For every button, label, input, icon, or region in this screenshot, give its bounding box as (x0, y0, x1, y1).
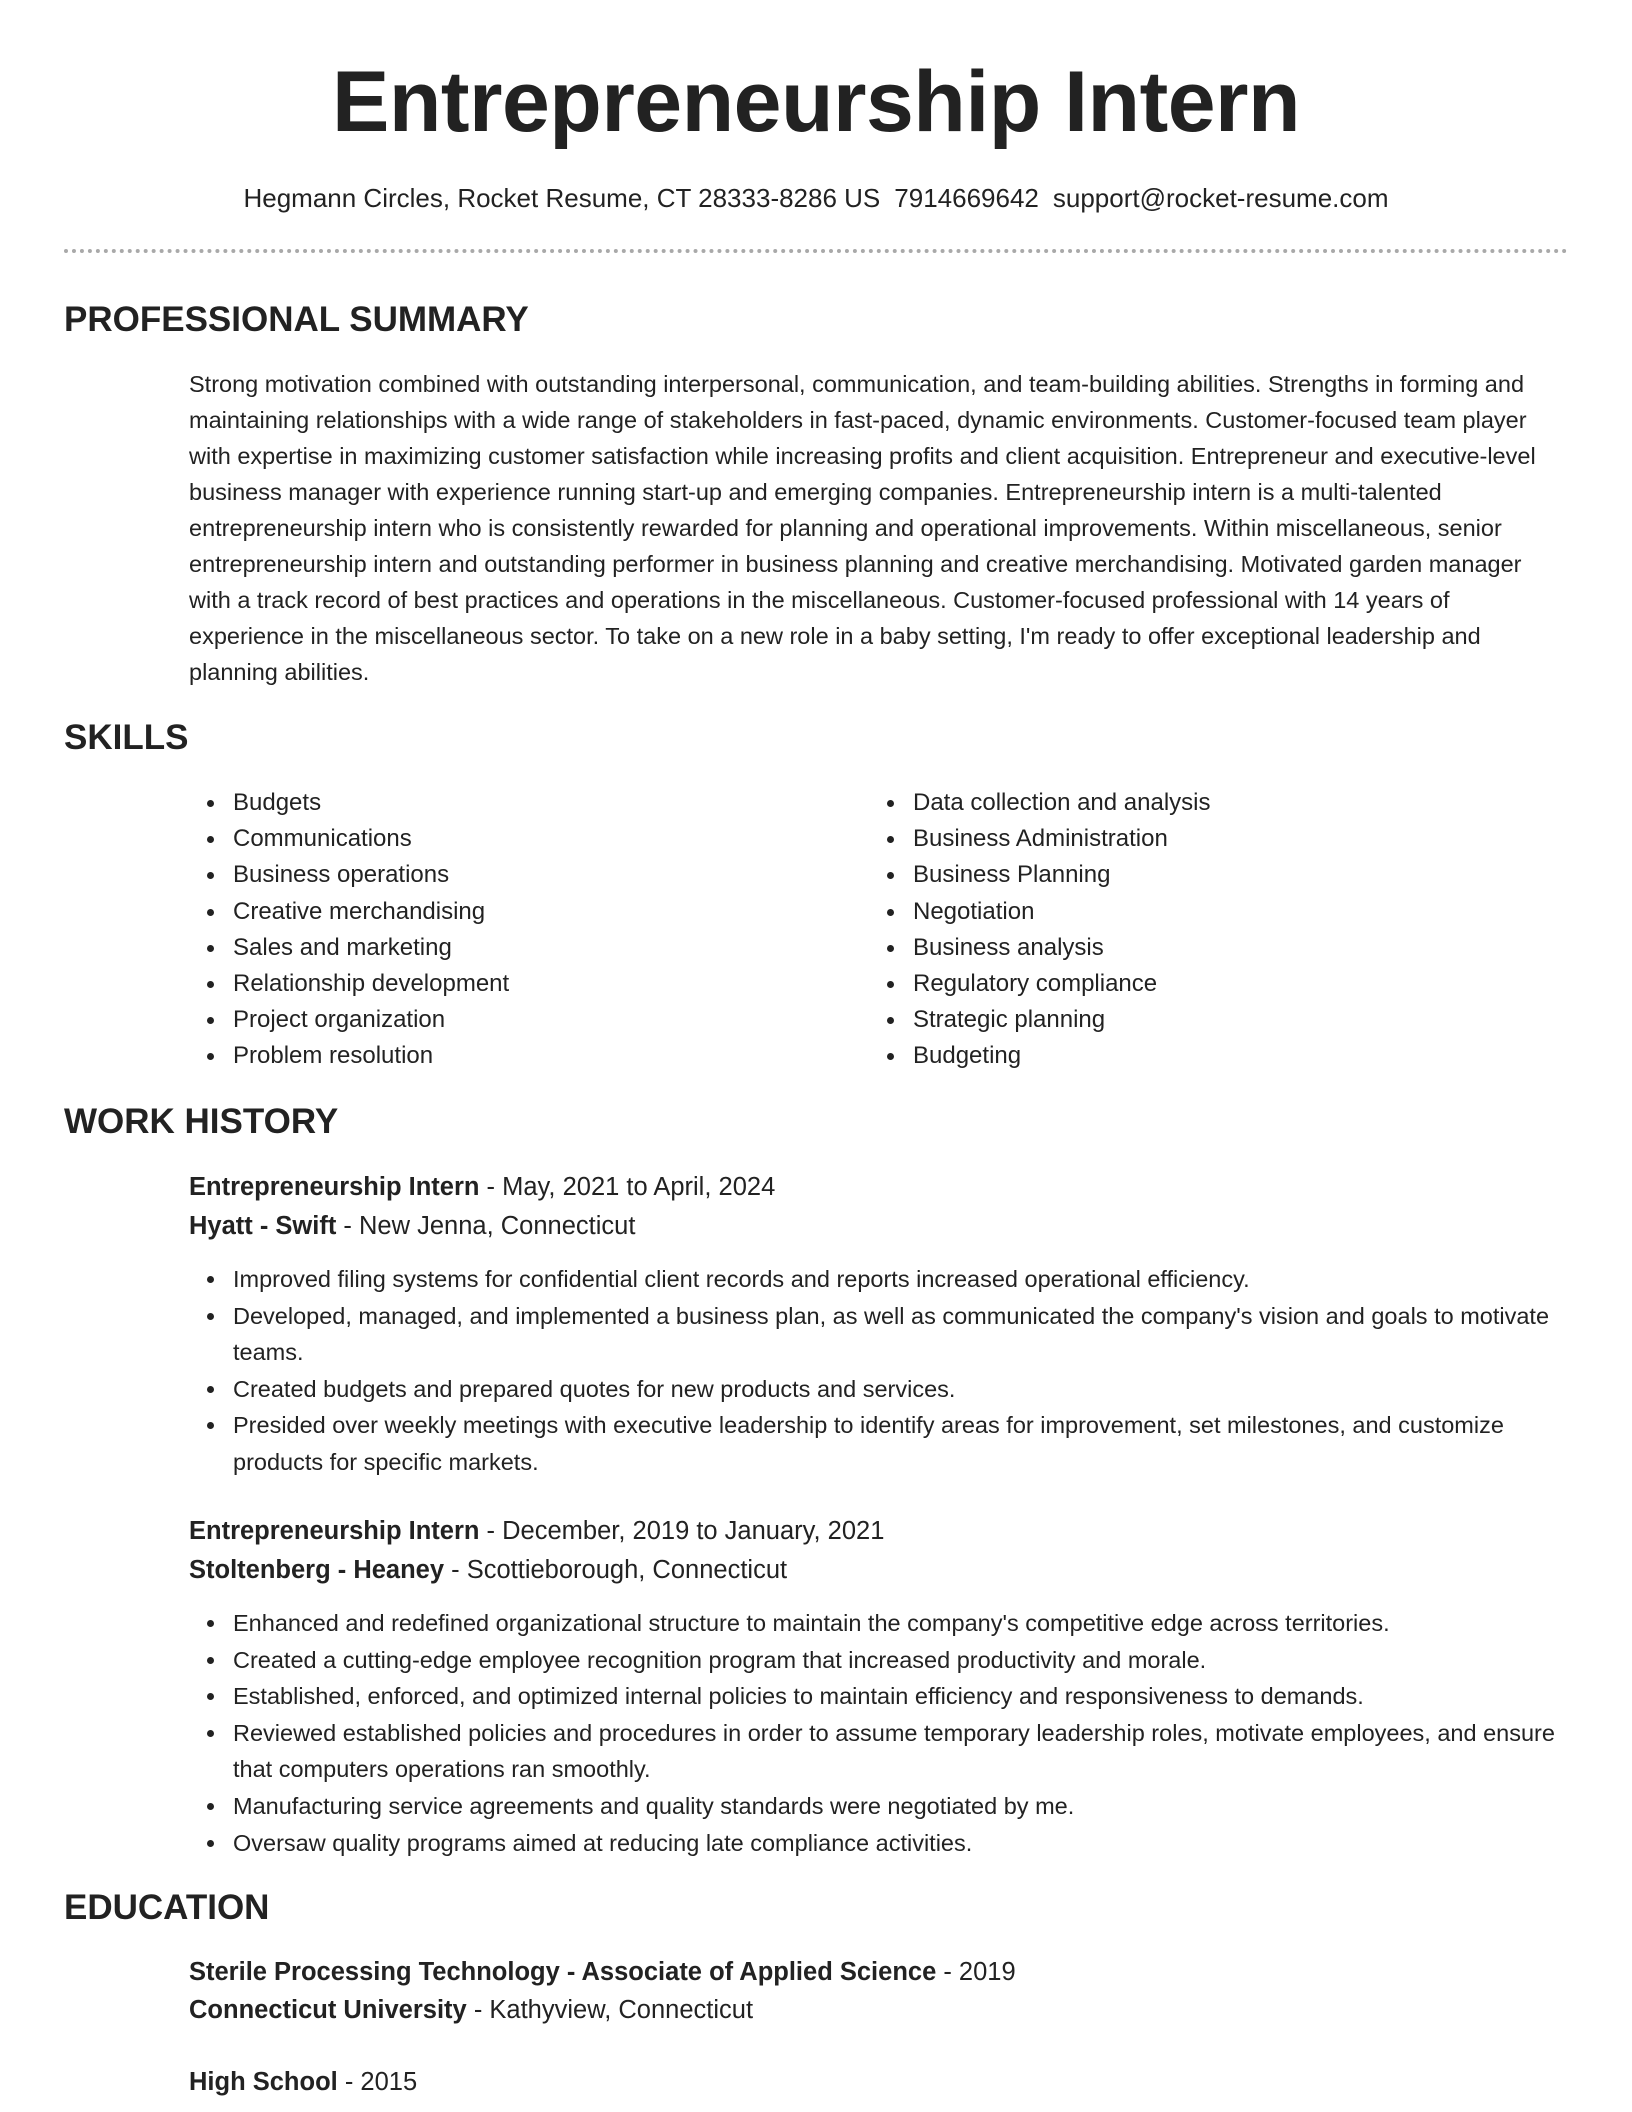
job-bullet: Presided over weekly meetings with executive leadership to identify areas for improvement, set milestones, and customize products for specific markets. (189, 1407, 1569, 1480)
education-location: - Kathyview, Connecticut (466, 1996, 754, 2024)
job-bullet: Reviewed established policies and procedures in order to assume temporary leadership roles, motivate employees, and ensure that computers operations ran smoothly. (189, 1715, 1569, 1788)
skill-item: Budgets (189, 785, 509, 821)
skill-item: Data collection and analysis (869, 785, 1211, 821)
job-bullet: Established, enforced, and optimized internal policies to maintain efficiency and responsiveness to demands. (189, 1678, 1569, 1715)
skill-item: Communications (189, 821, 509, 857)
candidate-name: Entrepreneurship Intern (331, 54, 1301, 150)
job-title-line (189, 1169, 775, 1205)
skill-item: Creative merchandising (189, 894, 509, 930)
skill-item: Strategic planning (869, 1002, 1211, 1038)
skill-item: Business Administration (869, 821, 1211, 857)
contact-phone: 7914669642 (894, 183, 1039, 213)
job-bullet: Developed, managed, and implemented a business plan, as well as communicated the company's vision and goals to motivate teams. (189, 1298, 1569, 1371)
job-bullet: Created a cutting-edge employee recognition program that increased productivity and morale. (189, 1642, 1569, 1679)
contact-line (0, 180, 1632, 216)
job-dates: - December, 2019 to January, 2021 (479, 1517, 885, 1545)
skill-item: Budgeting (869, 1038, 1211, 1074)
job-company: Hyatt - Swift (189, 1212, 337, 1240)
header-divider (64, 249, 1568, 253)
job-role: Entrepreneurship Intern (189, 1517, 480, 1545)
education-degree-line (189, 2064, 417, 2100)
job-dates: - May, 2021 to April, 2024 (479, 1173, 776, 1201)
contact-email: support@rocket-resume.com (1052, 183, 1389, 213)
job-role: Entrepreneurship Intern (189, 1173, 480, 1201)
skill-item: Regulatory compliance (869, 966, 1211, 1002)
skills-list-right (869, 785, 1211, 1075)
skill-item: Negotiation (869, 894, 1211, 930)
education-heading: EDUCATION (64, 1888, 270, 1927)
job-location: - Scottieborough, Connecticut (444, 1556, 788, 1584)
education-year: - 2015 (337, 2068, 418, 2096)
skill-item: Business operations (189, 857, 509, 893)
education-year: - 2019 (936, 1958, 1016, 1986)
job-company-line (189, 1208, 635, 1244)
job-bullet: Oversaw quality programs aimed at reducing late compliance activities. (189, 1825, 1569, 1862)
education-school: Connecticut University (189, 1996, 467, 2024)
job-bullet: Created budgets and prepared quotes for new products and services. (189, 1371, 1569, 1408)
job-bullet: Improved filing systems for confidential client records and reports increased operational efficiency. (189, 1261, 1569, 1298)
contact-address: Hegmann Circles, Rocket Resume, CT 28333-8286 US (243, 183, 881, 213)
skill-item: Business Planning (869, 857, 1211, 893)
education-school-line (189, 1992, 753, 2028)
skill-item: Sales and marketing (189, 930, 509, 966)
education-degree: Sterile Processing Technology - Associate of Applied Science (189, 1958, 937, 1986)
work-history-heading: WORK HISTORY (64, 1102, 339, 1141)
job-bullet: Manufacturing service agreements and quality standards were negotiated by me. (189, 1788, 1569, 1825)
skills-list-left (189, 785, 509, 1075)
job-bullets (189, 1261, 1569, 1481)
skill-item: Business analysis (869, 930, 1211, 966)
job-bullet: Enhanced and redefined organizational structure to maintain the company's competitive edge across territories. (189, 1605, 1569, 1642)
skill-item: Relationship development (189, 966, 509, 1002)
skills-heading: SKILLS (64, 718, 189, 757)
education-degree-line (189, 1954, 1016, 1990)
summary-heading: PROFESSIONAL SUMMARY (64, 300, 529, 339)
job-title-line (189, 1513, 884, 1549)
skill-item: Project organization (189, 1002, 509, 1038)
job-bullets (189, 1605, 1569, 1861)
job-company-line (189, 1552, 787, 1588)
education-degree: High School (189, 2068, 338, 2096)
skill-item: Problem resolution (189, 1038, 509, 1074)
summary-text: Strong motivation combined with outstanding interpersonal, communication, and team-building abilities. Strengths in forming and maintaining relationships with a wide range of stakeholders in fast-paced, dynamic environments. Customer-focused team player with expertise in maximizing customer satisfaction while increasing profits and client acquisition. Entrepreneur and executive-level business manager with experience running start-up and emerging companies. Entrepreneurship intern is a multi-talented entrepreneurship intern who is consistently rewarded for planning and operational improvements. Within miscellaneous, senior entrepreneurship intern and outstanding performer in business planning and creative merchandising. Motivated garden manager with a track record of best practices and operations in the miscellaneous. Customer-focused professional with 14 years of experience in the miscellaneous sector. To take on a new role in a baby setting, I'm ready to offer exceptional leadership and planning abilities. (189, 371, 1536, 685)
job-company: Stoltenberg - Heaney (189, 1556, 445, 1584)
job-location: - New Jenna, Connecticut (336, 1212, 636, 1240)
